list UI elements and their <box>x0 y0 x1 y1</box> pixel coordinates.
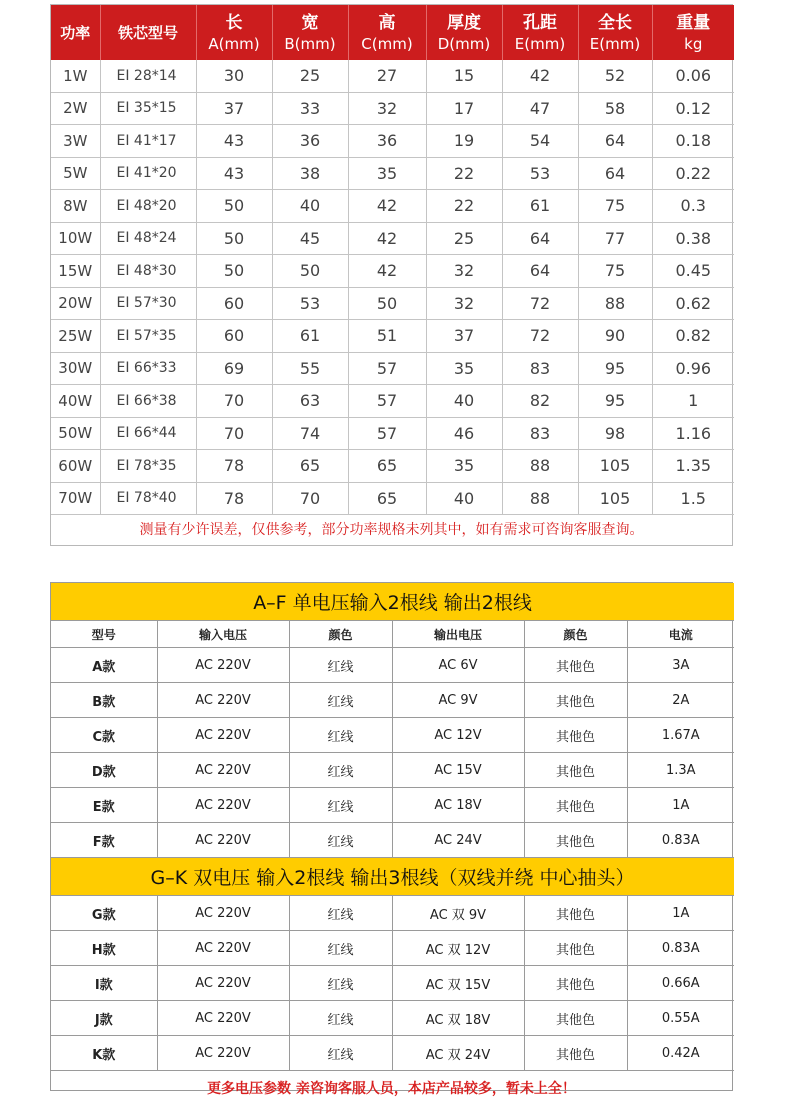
cell-width: 36 <box>272 125 348 158</box>
cell-length: 37 <box>196 92 272 125</box>
cell-hole-spacing: 64 <box>502 255 578 288</box>
cell-height: 51 <box>348 320 426 353</box>
cell-length: 50 <box>196 255 272 288</box>
cell-core-model: EI 66*38 <box>100 385 196 418</box>
voltage-table-body <box>51 583 734 1071</box>
cell-current: 0.83A <box>627 931 734 966</box>
cell-hole-spacing: 47 <box>502 92 578 125</box>
dimension-header-row <box>51 5 734 60</box>
cell-current: 0.66A <box>627 966 734 1001</box>
cell-total-length: 64 <box>578 157 652 190</box>
cell-width: 61 <box>272 320 348 353</box>
cell-power: 30W <box>51 352 100 385</box>
cell-total-length: 75 <box>578 255 652 288</box>
cell-thickness: 15 <box>426 60 502 92</box>
cell-length: 70 <box>196 417 272 450</box>
cell-model: J款 <box>51 1001 157 1036</box>
cell-length: 50 <box>196 190 272 223</box>
table-row <box>51 92 734 125</box>
cell-hole-spacing: 61 <box>502 190 578 223</box>
table-row <box>51 718 734 753</box>
cell-model: E款 <box>51 788 157 823</box>
cell-power: 25W <box>51 320 100 353</box>
more-voltage-footer: 更多电压参数 亲咨询客服人员，本店产品较多，暂未上全！ <box>207 1081 576 1097</box>
table-row <box>51 320 734 353</box>
cell-core-model: EI 66*33 <box>100 352 196 385</box>
header-height: 高 C(mm) <box>348 5 426 60</box>
table-row <box>51 352 734 385</box>
cell-length: 30 <box>196 60 272 92</box>
cell-length: 78 <box>196 482 272 515</box>
table-row <box>51 157 734 190</box>
cell-core-model: EI 48*24 <box>100 222 196 255</box>
table-row <box>51 385 734 418</box>
cell-length: 60 <box>196 287 272 320</box>
table-row <box>51 753 734 788</box>
header-hole-spacing: 孔距 E(mm) <box>502 5 578 60</box>
cell-power: 1W <box>51 60 100 92</box>
table-row <box>51 417 734 450</box>
cell-output-voltage: AC 12V <box>392 718 524 753</box>
cell-current: 1.3A <box>627 753 734 788</box>
cell-output-voltage: AC 18V <box>392 788 524 823</box>
cell-total-length: 98 <box>578 417 652 450</box>
cell-input-voltage: AC 220V <box>157 931 289 966</box>
cell-input-voltage: AC 220V <box>157 1036 289 1071</box>
cell-input-color: 红线 <box>289 683 392 718</box>
table-row <box>51 966 734 1001</box>
cell-total-length: 95 <box>578 352 652 385</box>
cell-input-color: 红线 <box>289 753 392 788</box>
cell-input-color: 红线 <box>289 931 392 966</box>
cell-hole-spacing: 88 <box>502 482 578 515</box>
cell-core-model: EI 66*44 <box>100 417 196 450</box>
cell-model: K款 <box>51 1036 157 1071</box>
cell-model: I款 <box>51 966 157 1001</box>
cell-model: H款 <box>51 931 157 966</box>
cell-height: 42 <box>348 222 426 255</box>
cell-current: 1A <box>627 896 734 931</box>
cell-current: 2A <box>627 683 734 718</box>
cell-thickness: 35 <box>426 450 502 483</box>
header-current: 电流 <box>627 621 734 648</box>
cell-power: 8W <box>51 190 100 223</box>
cell-output-voltage: AC 双 12V <box>392 931 524 966</box>
cell-output-color: 其他色 <box>524 966 627 1001</box>
cell-power: 60W <box>51 450 100 483</box>
cell-weight: 0.06 <box>652 60 734 92</box>
table-row <box>51 60 734 92</box>
header-length: 长 A(mm) <box>196 5 272 60</box>
cell-thickness: 32 <box>426 255 502 288</box>
table-row <box>51 450 734 483</box>
cell-output-voltage: AC 6V <box>392 648 524 683</box>
cell-length: 70 <box>196 385 272 418</box>
table-row <box>51 287 734 320</box>
cell-weight: 1.5 <box>652 482 734 515</box>
cell-hole-spacing: 88 <box>502 450 578 483</box>
cell-input-voltage: AC 220V <box>157 966 289 1001</box>
table-row <box>51 1001 734 1036</box>
cell-output-voltage: AC 双 15V <box>392 966 524 1001</box>
table-row <box>51 190 734 223</box>
cell-thickness: 22 <box>426 157 502 190</box>
cell-weight: 0.18 <box>652 125 734 158</box>
cell-width: 63 <box>272 385 348 418</box>
cell-output-color: 其他色 <box>524 753 627 788</box>
cell-current: 0.42A <box>627 1036 734 1071</box>
cell-thickness: 40 <box>426 482 502 515</box>
cell-power: 70W <box>51 482 100 515</box>
cell-weight: 0.82 <box>652 320 734 353</box>
cell-weight: 0.45 <box>652 255 734 288</box>
table-row <box>51 823 734 858</box>
cell-height: 42 <box>348 190 426 223</box>
header-output-voltage: 输出电压 <box>392 621 524 648</box>
cell-weight: 0.12 <box>652 92 734 125</box>
cell-total-length: 75 <box>578 190 652 223</box>
header-input-color: 颜色 <box>289 621 392 648</box>
cell-thickness: 40 <box>426 385 502 418</box>
cell-width: 50 <box>272 255 348 288</box>
table-row <box>51 255 734 288</box>
cell-weight: 1.16 <box>652 417 734 450</box>
cell-weight: 1 <box>652 385 734 418</box>
cell-total-length: 77 <box>578 222 652 255</box>
cell-core-model: EI 57*35 <box>100 320 196 353</box>
cell-width: 70 <box>272 482 348 515</box>
cell-hole-spacing: 53 <box>502 157 578 190</box>
cell-input-voltage: AC 220V <box>157 823 289 858</box>
cell-input-voltage: AC 220V <box>157 753 289 788</box>
cell-model: B款 <box>51 683 157 718</box>
cell-power: 10W <box>51 222 100 255</box>
cell-model: F款 <box>51 823 157 858</box>
cell-length: 43 <box>196 157 272 190</box>
cell-output-voltage: AC 24V <box>392 823 524 858</box>
cell-height: 57 <box>348 352 426 385</box>
cell-hole-spacing: 82 <box>502 385 578 418</box>
cell-current: 0.83A <box>627 823 734 858</box>
cell-hole-spacing: 72 <box>502 320 578 353</box>
cell-length: 60 <box>196 320 272 353</box>
cell-input-color: 红线 <box>289 648 392 683</box>
cell-power: 5W <box>51 157 100 190</box>
cell-core-model: EI 78*35 <box>100 450 196 483</box>
table-row <box>51 931 734 966</box>
cell-width: 33 <box>272 92 348 125</box>
header-weight: 重量 kg <box>652 5 734 60</box>
cell-total-length: 58 <box>578 92 652 125</box>
cell-core-model: EI 48*30 <box>100 255 196 288</box>
cell-output-color: 其他色 <box>524 823 627 858</box>
cell-power: 40W <box>51 385 100 418</box>
table-row <box>51 683 734 718</box>
cell-width: 25 <box>272 60 348 92</box>
cell-core-model: EI 78*40 <box>100 482 196 515</box>
cell-output-color: 其他色 <box>524 718 627 753</box>
cell-thickness: 32 <box>426 287 502 320</box>
cell-model: A款 <box>51 648 157 683</box>
cell-weight: 0.62 <box>652 287 734 320</box>
cell-height: 65 <box>348 450 426 483</box>
cell-length: 43 <box>196 125 272 158</box>
cell-height: 42 <box>348 255 426 288</box>
cell-total-length: 88 <box>578 287 652 320</box>
cell-total-length: 95 <box>578 385 652 418</box>
cell-input-color: 红线 <box>289 788 392 823</box>
cell-weight: 1.35 <box>652 450 734 483</box>
cell-total-length: 90 <box>578 320 652 353</box>
cell-input-voltage: AC 220V <box>157 648 289 683</box>
cell-total-length: 52 <box>578 60 652 92</box>
header-model: 型号 <box>51 621 157 648</box>
header-thickness: 厚度 D(mm) <box>426 5 502 60</box>
cell-output-color: 其他色 <box>524 1001 627 1036</box>
cell-thickness: 25 <box>426 222 502 255</box>
cell-height: 57 <box>348 417 426 450</box>
single-voltage-banner-row <box>51 583 734 621</box>
dual-voltage-banner-row <box>51 858 734 896</box>
cell-total-length: 105 <box>578 482 652 515</box>
cell-input-voltage: AC 220V <box>157 718 289 753</box>
table-row <box>51 482 734 515</box>
cell-hole-spacing: 64 <box>502 222 578 255</box>
table-row <box>51 788 734 823</box>
cell-input-color: 红线 <box>289 1036 392 1071</box>
header-core-model: 铁芯型号 <box>100 5 196 60</box>
cell-total-length: 105 <box>578 450 652 483</box>
cell-core-model: EI 48*20 <box>100 190 196 223</box>
cell-output-voltage: AC 双 9V <box>392 896 524 931</box>
cell-current: 0.55A <box>627 1001 734 1036</box>
cell-input-color: 红线 <box>289 966 392 1001</box>
cell-height: 57 <box>348 385 426 418</box>
cell-input-voltage: AC 220V <box>157 683 289 718</box>
cell-width: 74 <box>272 417 348 450</box>
cell-power: 3W <box>51 125 100 158</box>
cell-output-color: 其他色 <box>524 931 627 966</box>
cell-length: 69 <box>196 352 272 385</box>
cell-hole-spacing: 83 <box>502 352 578 385</box>
cell-model: C款 <box>51 718 157 753</box>
cell-hole-spacing: 83 <box>502 417 578 450</box>
cell-height: 35 <box>348 157 426 190</box>
cell-core-model: EI 28*14 <box>100 60 196 92</box>
cell-input-color: 红线 <box>289 823 392 858</box>
cell-width: 40 <box>272 190 348 223</box>
cell-height: 27 <box>348 60 426 92</box>
voltage-header-row <box>51 621 734 648</box>
cell-power: 50W <box>51 417 100 450</box>
cell-output-color: 其他色 <box>524 683 627 718</box>
cell-input-voltage: AC 220V <box>157 788 289 823</box>
cell-thickness: 35 <box>426 352 502 385</box>
cell-length: 78 <box>196 450 272 483</box>
cell-height: 50 <box>348 287 426 320</box>
cell-thickness: 37 <box>426 320 502 353</box>
cell-output-color: 其他色 <box>524 648 627 683</box>
header-input-voltage: 输入电压 <box>157 621 289 648</box>
cell-input-color: 红线 <box>289 718 392 753</box>
cell-height: 32 <box>348 92 426 125</box>
table-row <box>51 125 734 158</box>
cell-power: 2W <box>51 92 100 125</box>
cell-hole-spacing: 42 <box>502 60 578 92</box>
cell-model: G款 <box>51 896 157 931</box>
cell-input-color: 红线 <box>289 896 392 931</box>
cell-width: 55 <box>272 352 348 385</box>
cell-current: 1A <box>627 788 734 823</box>
cell-output-voltage: AC 9V <box>392 683 524 718</box>
cell-length: 50 <box>196 222 272 255</box>
cell-output-color: 其他色 <box>524 1036 627 1071</box>
cell-weight: 0.96 <box>652 352 734 385</box>
cell-output-color: 其他色 <box>524 896 627 931</box>
cell-output-voltage: AC 双 18V <box>392 1001 524 1036</box>
single-voltage-banner: A–F 单电压输入2根线 输出2根线 <box>51 583 734 621</box>
cell-hole-spacing: 54 <box>502 125 578 158</box>
dimension-table <box>50 4 733 546</box>
cell-core-model: EI 57*30 <box>100 287 196 320</box>
header-output-color: 颜色 <box>524 621 627 648</box>
cell-output-color: 其他色 <box>524 788 627 823</box>
cell-width: 65 <box>272 450 348 483</box>
cell-output-voltage: AC 双 24V <box>392 1036 524 1071</box>
dimension-table-body <box>51 60 734 515</box>
cell-output-voltage: AC 15V <box>392 753 524 788</box>
cell-thickness: 22 <box>426 190 502 223</box>
header-width: 宽 B(mm) <box>272 5 348 60</box>
dual-voltage-banner: G–K 双电压 输入2根线 输出3根线（双线并绕 中心抽头） <box>51 858 734 896</box>
cell-width: 53 <box>272 287 348 320</box>
cell-hole-spacing: 72 <box>502 287 578 320</box>
cell-thickness: 46 <box>426 417 502 450</box>
cell-core-model: EI 41*20 <box>100 157 196 190</box>
cell-input-voltage: AC 220V <box>157 896 289 931</box>
cell-core-model: EI 41*17 <box>100 125 196 158</box>
cell-height: 36 <box>348 125 426 158</box>
cell-model: D款 <box>51 753 157 788</box>
cell-weight: 0.3 <box>652 190 734 223</box>
cell-input-color: 红线 <box>289 1001 392 1036</box>
table-row <box>51 1036 734 1071</box>
cell-current: 3A <box>627 648 734 683</box>
table-row <box>51 222 734 255</box>
measurement-note: 测量有少许误差，仅供参考，部分功率规格未列其中，如有需求可咨询客服查询。 <box>139 522 644 538</box>
cell-thickness: 17 <box>426 92 502 125</box>
cell-core-model: EI 35*15 <box>100 92 196 125</box>
header-total-length: 全长 E(mm) <box>578 5 652 60</box>
cell-input-voltage: AC 220V <box>157 1001 289 1036</box>
cell-thickness: 19 <box>426 125 502 158</box>
cell-current: 1.67A <box>627 718 734 753</box>
cell-power: 15W <box>51 255 100 288</box>
cell-width: 38 <box>272 157 348 190</box>
voltage-table <box>50 582 733 1097</box>
table-row <box>51 648 734 683</box>
cell-total-length: 64 <box>578 125 652 158</box>
cell-power: 20W <box>51 287 100 320</box>
cell-height: 65 <box>348 482 426 515</box>
header-power: 功率 <box>51 5 100 60</box>
cell-width: 45 <box>272 222 348 255</box>
cell-weight: 0.22 <box>652 157 734 190</box>
cell-weight: 0.38 <box>652 222 734 255</box>
table-row <box>51 896 734 931</box>
